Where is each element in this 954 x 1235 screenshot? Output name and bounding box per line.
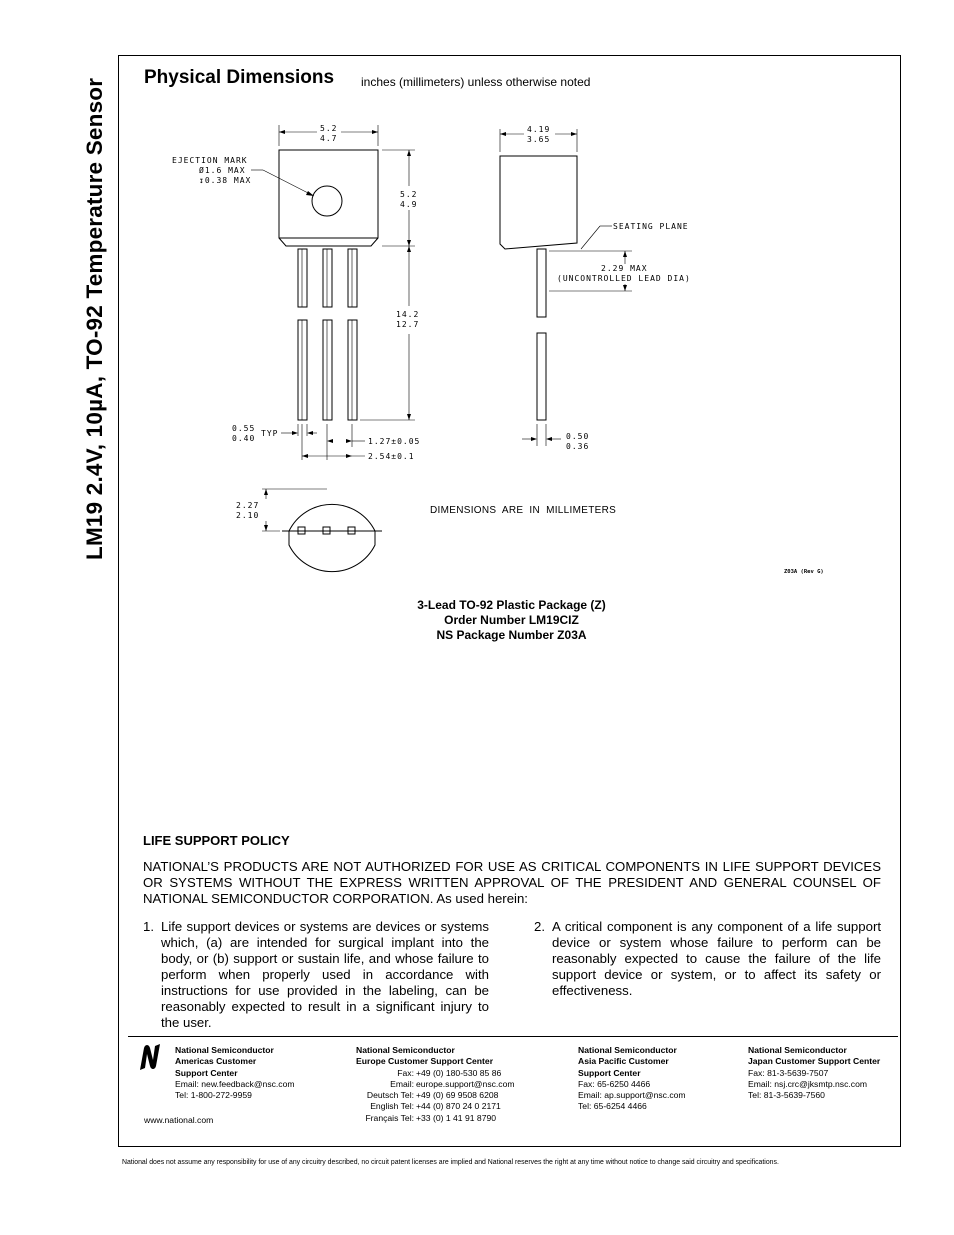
dim-side-depth-min: 3.65 [527, 135, 551, 144]
contact-region: Asia Pacific Customer [578, 1056, 669, 1067]
section-subtitle: inches (millimeters) unless otherwise noted [361, 75, 591, 89]
side-lead-upper [537, 249, 546, 317]
seating-plane-label: SEATING PLANE [613, 222, 689, 231]
contact-email: Email: nsj.crc@jksmtp.nsc.com [748, 1078, 868, 1089]
dim-lead-thickness-max: 0.50 [566, 432, 590, 441]
national-semiconductor-logo [134, 1040, 168, 1074]
contact-japan [748, 1045, 880, 1101]
contact-company: National Semiconductor [748, 1045, 847, 1055]
dim-bottom-height-max: 2.27 [236, 501, 260, 510]
contact-row: English Tel: +44 (0) 870 24 0 2171 [370, 1101, 501, 1112]
dim-body-height-min: 4.9 [400, 200, 418, 209]
contact-center: Support Center [578, 1067, 641, 1078]
package-caption [120, 598, 903, 643]
item-text: A critical component is any component of a life support device or system whose failure to perform can be reasonably expected to cause the failure of the life support device or system, or to affect its safety or effectiveness. [552, 919, 881, 998]
contact-region: Americas Customer [175, 1056, 257, 1067]
contact-center: Support Center [175, 1067, 238, 1078]
dim-pitch: 1.27±0.05 [368, 437, 421, 446]
lead-3-lower [348, 320, 357, 420]
dim-body-width-min: 4.7 [320, 134, 338, 143]
side-lead-lower [537, 333, 546, 420]
legal-disclaimer: National does not assume any responsibility for use of any circuitry described, no circuit patent licenses are implied and National reserves the right at any time without notice to change said circuitry and specifications. [122, 1159, 779, 1166]
contact-company: National Semiconductor [356, 1045, 455, 1055]
drawing-revision: Z03A (Rev G) [784, 569, 824, 575]
contact-fax: Fax: 81-3-5639-7507 [748, 1067, 829, 1078]
dim-lead-width-max: 0.55 [232, 424, 256, 433]
website-link[interactable]: www.national.com [144, 1115, 214, 1125]
dim-body-height-max: 5.2 [400, 190, 418, 199]
lead-3-upper [348, 249, 357, 307]
front-body-outline [279, 150, 378, 246]
dim-typ: TYP [261, 429, 279, 438]
dim-lead-length-max: 14.2 [396, 310, 420, 319]
item-number: 1. [143, 919, 154, 934]
contact-americas [175, 1045, 295, 1101]
contact-fax: Fax: 65-6250 4466 [578, 1078, 651, 1089]
contact-email: Email: new.feedback@nsc.com [175, 1078, 295, 1089]
ns-package-number: NS Package Number Z03A [436, 628, 587, 642]
ejection-diameter: Ø1.6 MAX [199, 166, 246, 175]
dim-bottom-height-min: 2.10 [236, 511, 260, 520]
order-number: Order Number LM19CIZ [444, 613, 579, 627]
lead-1-lower [298, 320, 307, 420]
contact-tel: Tel: 65-6254 4466 [578, 1101, 647, 1112]
ejection-mark-circle [312, 186, 342, 216]
contact-row: Fax: +49 (0) 180-530 85 86 [397, 1067, 502, 1078]
contact-tel: Tel: 81-3-5639-7560 [748, 1090, 825, 1101]
contact-row: Email: europe.support@nsc.com [390, 1078, 515, 1089]
life-support-intro: NATIONAL’S PRODUCTS ARE NOT AUTHORIZED FOR USE AS CRITICAL COMPONENTS IN LIFE SUPPORT DEVICES OR SYSTEMS WITHOUT THE EXPRESS WRITTEN APPROVAL OF THE PRESIDENT AND GENERAL COUNSEL OF NATIONAL SEMICONDUCTOR CORPORATION. As used herein: [143, 859, 881, 906]
contact-region: Europe Customer Support Center [356, 1056, 494, 1067]
contact-region: Japan Customer Support Center [748, 1056, 881, 1067]
item-text: Life support devices or systems are devices or systems which, (a) are intended for surgical implant into the body, or (b) support or sustain life, and whose failure to perform when properly used in accordance with instructions for use provided in the labeling, can be reasonably expected to result in a significant injury to the user. [161, 919, 489, 1030]
dim-lead-width-min: 0.40 [232, 434, 256, 443]
dim-lead-length-min: 12.7 [396, 320, 420, 329]
contact-tel: Tel: 1-800-272-9959 [175, 1090, 252, 1101]
dim-side-depth-max: 4.19 [527, 125, 551, 134]
dim-body-width-max: 5.2 [320, 124, 338, 133]
footer-divider [128, 1036, 898, 1037]
package-type: 3-Lead TO-92 Plastic Package (Z) [417, 598, 606, 612]
dimensions-note: DIMENSIONS ARE IN MILLIMETERS [430, 505, 617, 516]
ejection-mark-label: EJECTION MARK [172, 156, 248, 165]
bottom-view-outline [289, 504, 375, 571]
contact-asia-pacific [578, 1045, 686, 1113]
section-title: Physical Dimensions [144, 67, 335, 88]
contact-company: National Semiconductor [578, 1045, 677, 1055]
contact-europe [356, 1045, 515, 1124]
contact-company: National Semiconductor [175, 1045, 274, 1055]
ejection-depth: ↧0.38 MAX [199, 176, 252, 185]
lead-2-upper [323, 249, 332, 307]
life-support-item [534, 919, 881, 999]
lead-dia-max: 2.29 MAX [601, 264, 648, 273]
dim-span: 2.54±0.1 [368, 452, 415, 461]
dim-lead-thickness-min: 0.36 [566, 442, 590, 451]
item-number: 2. [534, 919, 545, 934]
contact-email: Email: ap.support@nsc.com [578, 1090, 686, 1101]
life-support-title: LIFE SUPPORT POLICY [143, 833, 290, 848]
side-body-outline [500, 156, 577, 249]
life-support-item [143, 919, 489, 1031]
lead-dia-note: (UNCONTROLLED LEAD DIA) [557, 274, 691, 283]
contact-row: Français Tel: +33 (0) 1 41 91 8790 [365, 1112, 497, 1123]
lead-1-upper [298, 249, 307, 307]
lead-2-lower [323, 320, 332, 420]
side-title-text: LM19 2.4V, 10µA, TO-92 Temperature Sensor [82, 77, 107, 560]
contact-row: Deutsch Tel: +49 (0) 69 9508 6208 [366, 1090, 499, 1101]
